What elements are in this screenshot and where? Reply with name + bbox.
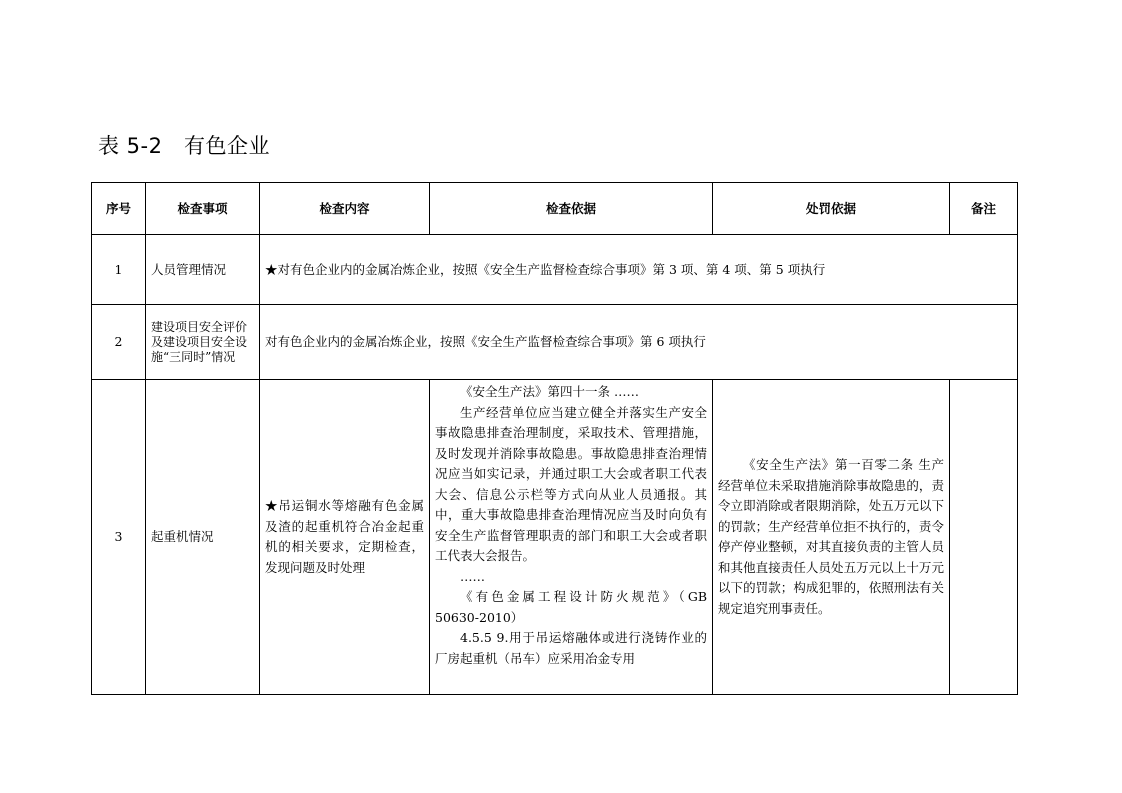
header-no: 序号 (92, 183, 146, 235)
row-number: 2 (92, 305, 146, 380)
inspection-table (91, 182, 1018, 695)
row-merged-content: ★对有色企业内的金属冶炼企业，按照《安全生产监督检查综合事项》第 3 项、第 4 项、第 5 项执行 (260, 235, 1018, 305)
table-row (92, 305, 1018, 380)
page-title: 表 5-2 有色企业 (98, 134, 271, 158)
row-item: 人员管理情况 (146, 235, 260, 305)
header-row (92, 183, 1018, 235)
header-basis: 检查依据 (430, 183, 713, 235)
basis-paragraph: 生产经营单位应当建立健全并落实生产安全事故隐患排查治理制度，采取技术、管理措施，及时发现并消除事故隐患。事故隐患排查治理情况应当如实记录，并通过职工大会或者职工代表大会、信息公示栏等方式向从业人员通报。其中，重大事故隐患排查治理情况应当及时向负有安全生产监督管理职责的部门和职工大会或者职工代表大会报告。 (435, 404, 707, 563)
row-merged-content: 对有色企业内的金属冶炼企业，按照《安全生产监督检查综合事项》第 6 项执行 (260, 305, 1018, 380)
header-note: 备注 (950, 183, 1018, 235)
table-row (92, 235, 1018, 305)
row-note (950, 380, 1018, 695)
row-item: 起重机情况 (146, 380, 260, 695)
basis-paragraph: …… (460, 568, 485, 584)
table-row (92, 380, 1018, 695)
penalty-paragraph: 《安全生产法》第一百零二条 生产经营单位未采取措施消除事故隐患的，责令立即消除或者限期消除，处五万元以下的罚款；生产经营单位拒不执行的，责令停产停业整顿，对其直接负责的主管人员和其他直接责任人员处五万元以上十万元以下的罚款；构成犯罪的，依照刑法有关规定追究刑事责任。 (718, 457, 944, 616)
row-item: 建设项目安全评价及建设项目安全设施“三同时”情况 (146, 305, 260, 380)
header-item: 检查事项 (146, 183, 260, 235)
row-number: 3 (92, 380, 146, 695)
basis-paragraph: 《有色金属工程设计防火规范》（GB 50630-2010） (435, 589, 707, 625)
row-content: ★吊运铜水等熔融有色金属及渣的起重机符合冶金起重机的相关要求，定期检查，发现问题及时处理 (260, 380, 430, 695)
header-penalty: 处罚依据 (713, 183, 950, 235)
row-number: 1 (92, 235, 146, 305)
basis-paragraph: 《安全生产法》第四十一条 …… (460, 384, 639, 399)
header-content: 检查内容 (260, 183, 430, 235)
basis-paragraph: 4.5.5 9.用于吊运熔融体或进行浇铸作业的厂房起重机（吊车）应采用冶金专用 (435, 630, 707, 666)
row-penalty (713, 380, 950, 695)
row-basis (430, 380, 713, 695)
